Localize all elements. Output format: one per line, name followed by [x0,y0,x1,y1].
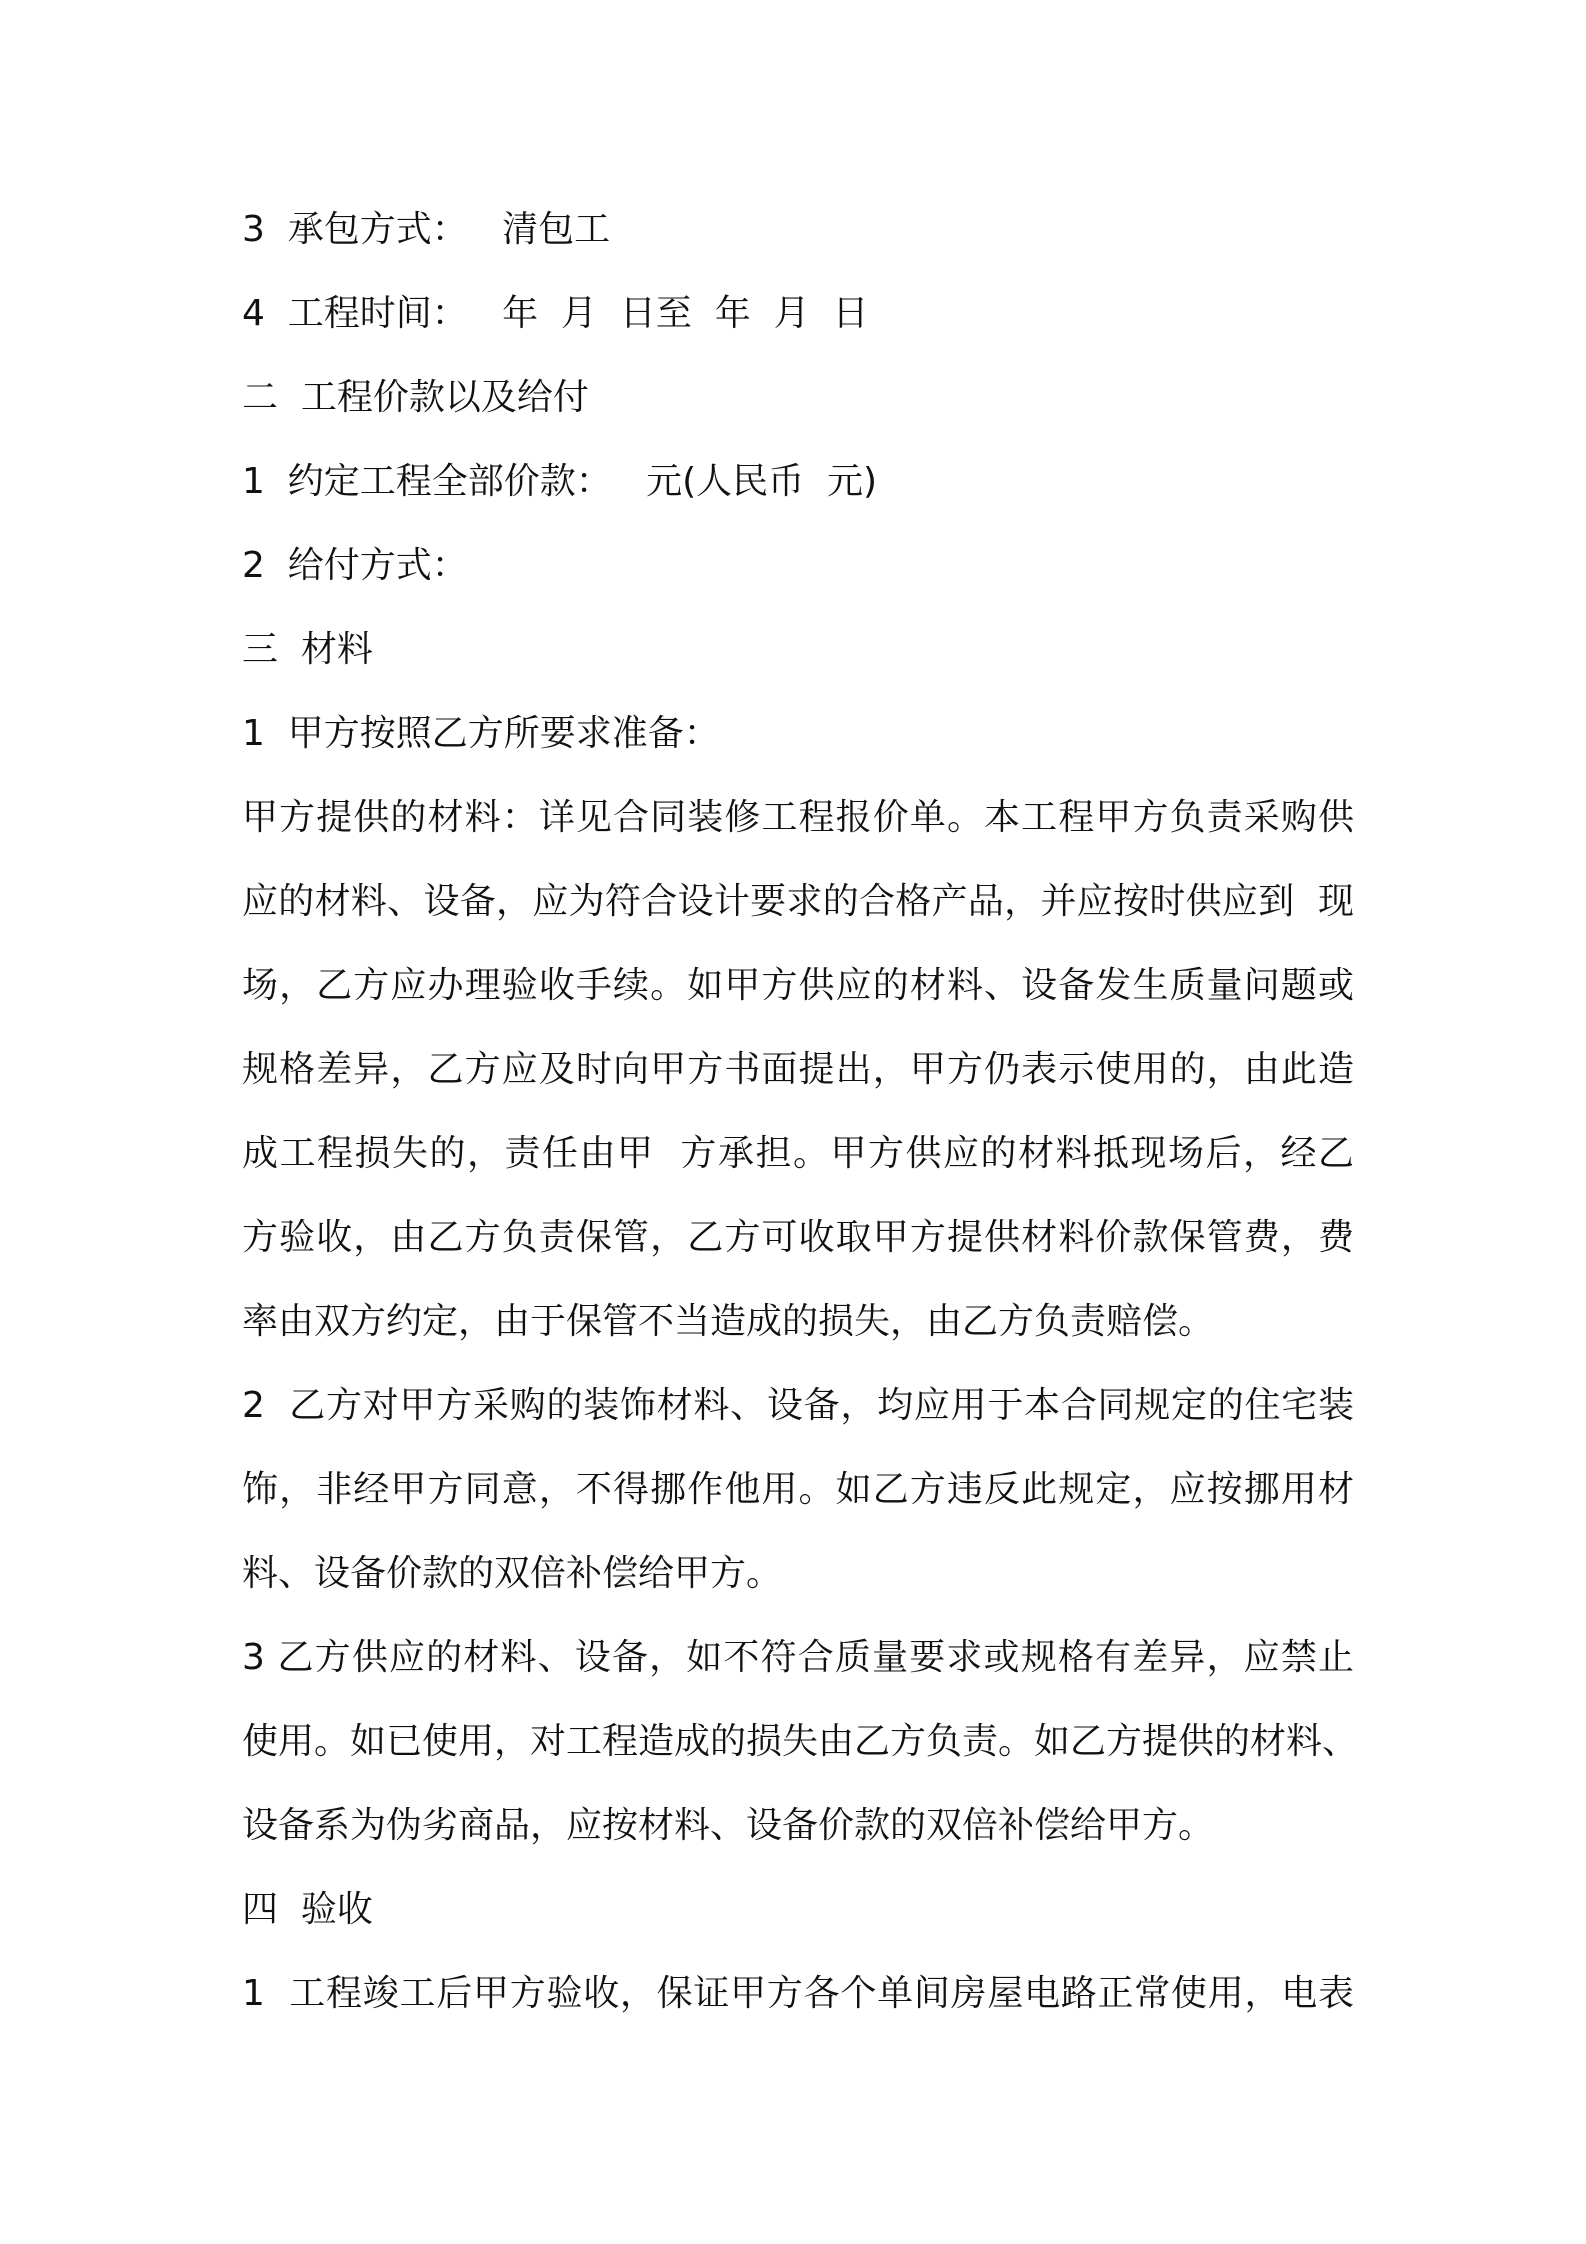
paragraph-line: 甲方提供的材料：详见合同装修工程报价单。本工程甲方负责采购供 [242,797,1354,838]
paragraph-acceptance [242,1952,1354,2036]
paragraph-line: 成工程损失的，责任由甲 方承担。甲方供应的材料抵现场后，经乙 [242,1133,1354,1174]
paragraph-line: 设备系为伪劣商品，应按材料、设备价款的双倍补偿给甲方。 [242,1805,1215,1846]
section-heading-acceptance: 四 验收 [242,1889,373,1930]
paragraph-line: 方验收，由乙方负责保管，乙方可收取甲方提供材料价款保管费，费 [242,1217,1354,1258]
section-heading-materials: 三 材料 [242,629,373,670]
paragraph-party-a-materials [242,776,1354,1364]
paragraph-line: 3 乙方供应的材料、设备，如不符合质量要求或规格有差异，应禁止 [242,1637,1354,1678]
paragraph-line: 料、设备价款的双倍补偿给甲方。 [242,1553,783,1594]
paragraph-party-b-use [242,1364,1354,1616]
section-heading-price: 二 工程价款以及给付 [242,377,589,418]
paragraph-line: 2 乙方对甲方采购的装饰材料、设备，均应用于本合同规定的住宅装 [242,1385,1354,1426]
paragraph-line: 应的材料、设备，应为符合设计要求的合格产品，并应按时供应到 现 [242,881,1354,922]
paragraph-line: 饰，非经甲方同意，不得挪作他用。如乙方违反此规定，应按挪用材 [242,1469,1354,1510]
clause-contract-method: 3 承包方式： 清包工 [242,209,611,250]
clause-payment-method: 2 给付方式： [242,545,468,586]
clause-total-price: 1 约定工程全部价款： 元(人民币 元) [242,461,878,502]
clause-party-a-prepare: 1 甲方按照乙方所要求准备： [242,713,720,754]
paragraph-line: 率由双方约定，由于保管不当造成的损失，由乙方负责赔偿。 [242,1301,1215,1342]
paragraph-line: 使用。如已使用，对工程造成的损失由乙方负责。如乙方提供的材料、 [242,1721,1359,1762]
paragraph-line: 场，乙方应办理验收手续。如甲方供应的材料、设备发生质量问题或 [242,965,1354,1006]
paragraph-line: 1 工程竣工后甲方验收，保证甲方各个单间房屋电路正常使用，电表 [242,1973,1354,2014]
contract-text [242,188,1359,2036]
clause-project-time: 4 工程时间： 年 月 日至 年 月 日 [242,293,869,334]
paragraph-line: 规格差异，乙方应及时向甲方书面提出，甲方仍表示使用的，由此造 [242,1049,1354,1090]
paragraph-party-b-supply [242,1616,1359,1868]
